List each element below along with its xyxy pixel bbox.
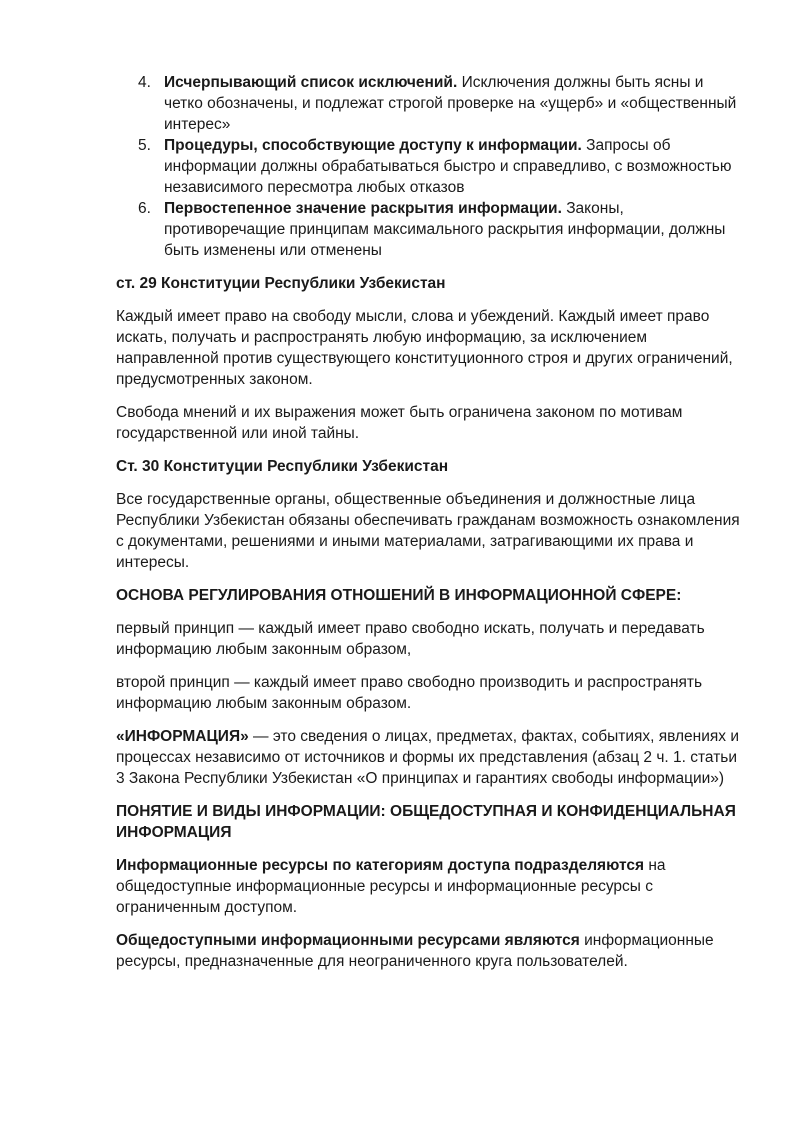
list-item-title: Процедуры, способствующие доступу к информации.: [164, 137, 582, 154]
list-item-text: Законы, противоречащие принципам максимального раскрытия информации, должны быть изменены или отменены: [164, 200, 726, 259]
concept-heading: ПОНЯТИЕ И ВИДЫ ИНФОРМАЦИИ: ОБЩЕДОСТУПНАЯ И КОНФИДЕНЦИАЛЬНАЯ ИНФОРМАЦИЯ: [116, 803, 736, 841]
concept-paragraph-1: [116, 855, 746, 918]
list-item-text: Исключения должны быть ясны и четко обозначены, и подлежат строгой проверке на «ущерб» и «общественный интерес»: [164, 74, 737, 133]
definition-term: «ИНФОРМАЦИЯ»: [116, 728, 249, 745]
definition-text: — это сведения о лицах, предметах, фактах, событиях, явлениях и процессах независимо от источников и формы их представления (абзац 2 ч. 1. статьи 3 Закона Республики Узбекистан «О принципах и гарантиях свободы информации»): [116, 728, 739, 787]
art29-heading: ст. 29 Конституции Республики Узбекистан: [116, 275, 446, 292]
list-number: 6.: [138, 200, 151, 217]
document-page: [116, 72, 746, 984]
list-item: [116, 198, 746, 261]
art30-heading: Ст. 30 Конституции Республики Узбекистан: [116, 458, 449, 475]
basis-principle-1: первый принцип — каждый имеет право свободно искать, получать и передавать информацию любым законным образом,: [116, 620, 705, 658]
definition-paragraph: [116, 726, 746, 789]
principles-list: [116, 72, 746, 261]
list-item: [116, 135, 746, 198]
list-item: [116, 72, 746, 135]
list-item-title: Исчерпывающий список исключений.: [164, 74, 458, 91]
list-number: 4.: [138, 74, 151, 91]
list-number: 5.: [138, 137, 151, 154]
concept-paragraph-2-bold: Общедоступными информационными ресурсами являются: [116, 932, 580, 949]
art30-paragraph-1: Все государственные органы, общественные объединения и должностные лица Республики Узбекистан обязаны обеспечивать гражданам возможность ознакомления с документами, решениями и иными материалами, затрагивающими их права и интересы.: [116, 491, 740, 571]
art29-paragraph-2: Свобода мнений и их выражения может быть ограничена законом по мотивам государственной или иной тайны.: [116, 404, 683, 442]
concept-paragraph-1-text: на общедоступные информационные ресурсы и информационные ресурсы с ограниченным доступом.: [116, 857, 666, 916]
concept-paragraph-2-text: информационные ресурсы, предназначенные для неограниченного круга пользователей.: [116, 932, 714, 970]
basis-principle-2: второй принцип — каждый имеет право свободно производить и распространять информацию любым законным образом.: [116, 674, 703, 712]
art29-paragraph-1: Каждый имеет право на свободу мысли, слова и убеждений. Каждый имеет право искать, получать и распространять любую информацию, за исключением направленной против существующего конституционного строя и других ограничений, предусмотренных законом.: [116, 308, 733, 388]
list-item-text: Запросы об информации должны обрабатываться быстро и справедливо, с возможностью независимого пересмотра любых отказов: [164, 137, 732, 196]
concept-paragraph-1-bold: Информационные ресурсы по категориям доступа подразделяются: [116, 857, 645, 874]
basis-heading: ОСНОВА РЕГУЛИРОВАНИЯ ОТНОШЕНИЙ В ИНФОРМАЦИОННОЙ СФЕРЕ:: [116, 587, 682, 604]
list-item-title: Первостепенное значение раскрытия информации.: [164, 200, 562, 217]
concept-paragraph-2: [116, 930, 746, 972]
